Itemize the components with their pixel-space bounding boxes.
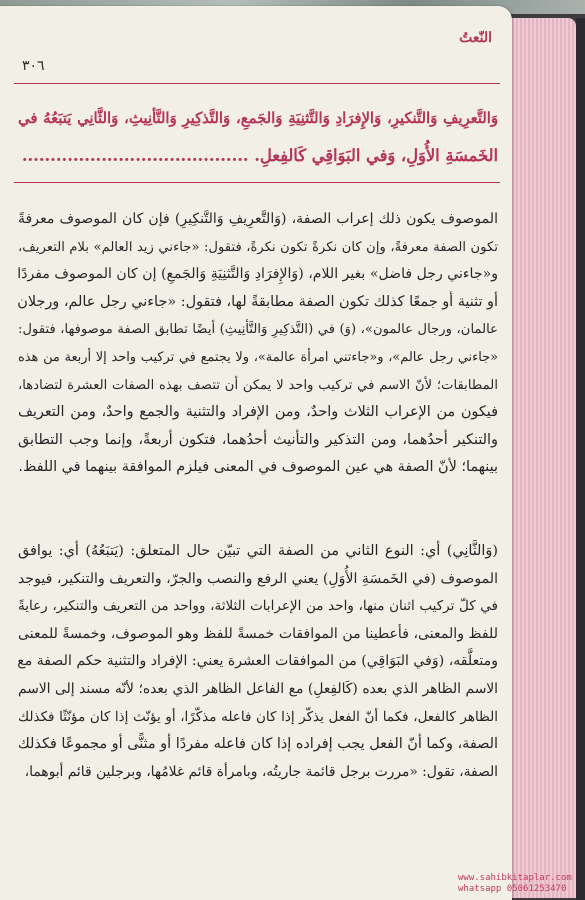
paragraph-line: أو تثنية أو جمعًا كذلك تكون الصفة مطابقةً لها، فتقول: «جاءني رجل عالم، ورجلان (17, 293, 498, 310)
commentary-paragraph-2 (18, 538, 498, 786)
paragraph-line: المطابقات؛ لأنّ الاسم في تركيب واحد لا يمكن أن تتصف بهذه الصفات العشرة لتضادها، (18, 377, 498, 393)
paragraph-line: فيكون من الإعراب الثلاث واحدٌ، ومن الإفراد والتثنية والجمع واحدٌ، ومن التعريف (18, 404, 498, 421)
commentary-paragraph-1 (18, 206, 498, 482)
paragraph-line: «جاءني رجل عالم»، و«جاءتني امرأة عالمة»، ولا يجتمع في تركيب واحد إلا أربعة من هذه (18, 349, 498, 365)
paragraph-line: بينهما؛ لأنّ الصفة هي عين الموصوف في المعنى فيلزم الموافقة بينهما في اللفظ. (18, 459, 498, 476)
book-cover-edge (576, 18, 585, 900)
paragraph-line: الموصوف (في الخَمسَةِ الأُوَلِ) يعني الرفع والنصب والجرّ، والتعريف والتنكير، فيوجد (18, 570, 498, 587)
paragraph-line: و«جاءني رجل فاضل» بغير اللام، (وَالإِفرَادِ وَالتَّثنِيَةِ وَالجَمعِ) إن كان الموصوف مفردًا (17, 266, 498, 283)
paragraph-line: للفظ والمعنى، فأعطينا من الموافقات خمسةً للفظ وهو الموصوف، وخمسةً للمعنى (18, 625, 498, 642)
running-title: النّعتُ (459, 30, 492, 46)
paragraph-line: تكون الصفة معرفةً، وإن كان نكرةً تكون نكرةً، فتقول: «جاءني زيد العالم» بلام التعريف، (18, 239, 498, 255)
heading-line: الخَمسَةِ الأُوَلِ، وَفي البَوَاقِي كَالفِعلِ. ........................................ (21, 146, 498, 165)
bottom-divider (14, 182, 500, 183)
paragraph-line: عالمان، ورجال عالمون»، (وَ) في (التَّذكِيرِ وَالتَّأنِيثِ) أيضًا تطابق الصفة موصوفها، فتقول: (18, 322, 498, 338)
book-page (0, 6, 572, 900)
matn-heading (18, 100, 498, 174)
paragraph-line: الصفة، تقول: «مررت برجل قائمة جاريتُه، وبامرأة قائم غلامُها، وبرجلين قائم أبوهما، (24, 763, 498, 780)
whatsapp-number: whatsapp 05061253470 (458, 884, 567, 894)
website-link[interactable]: www.sahibkitaplar.com (458, 873, 572, 883)
paragraph-line: الاسم الظاهر الذي بعده (كَالفِعلِ) مع الفاعل الظاهر الذي بعده؛ لأنّه مسند إلى الاسم (18, 680, 498, 697)
paragraph-line: ومتعلَّقه، (وَفي البَوَاقِي) من الموافقات العشرة يعني: الإفراد والتثنية حكم الصفة مع (17, 653, 498, 670)
paragraph-line: الظاهر كالفعل، فكما أنّ الفعل يذكّر إذا كان فاعله مذكّرًا، أو يؤنّث إذا كان مؤنّثًا فكذلك (18, 708, 498, 725)
page-number: ٣٠٦ (22, 58, 45, 74)
paragraph-line: والتنكير أحدُهما، ومن التذكير والتأنيث أحدُهما، فتكون أربعةً، وإنما وجب التطابق (18, 431, 498, 448)
heading-line: وَالتَّعرِيفِ وَالتَّنكيرِ، وَالإِفرَادِ وَالتَّثنِيَةِ وَالجَمعِ، وَالتَّذكِيرِ وَالتَّأنِيثِ، وَالثَّانِي يَتبَعُهُ في (18, 110, 498, 127)
paragraph-line: في كلّ تركيب اثنان منها، واحد من الإعرابات الثلاثة، وواحد من التعريف والتنكير، رعايةً (18, 598, 498, 615)
top-divider (14, 83, 500, 84)
page-edge (508, 18, 576, 898)
paragraph-line: (وَالثَّانِي) أي: النوع الثاني من الصفة التي تبيّن حال المتعلق: (يَتبَعُهُ) أي: يوافق (18, 543, 498, 559)
paragraph-line: الصفة، وكما أنّ الفعل يجب إفراده إذا كان فاعله مفردًا أو مثنًّى أو مجموعًا فكذلك (17, 736, 498, 753)
paragraph-line: الموصوف يكون ذلك إعراب الصفة، (وَالتَّعرِيفِ وَالتَّنكِيرِ) فإن كان الموصوف معرفةً (18, 211, 498, 227)
watermark-footer (458, 873, 572, 895)
